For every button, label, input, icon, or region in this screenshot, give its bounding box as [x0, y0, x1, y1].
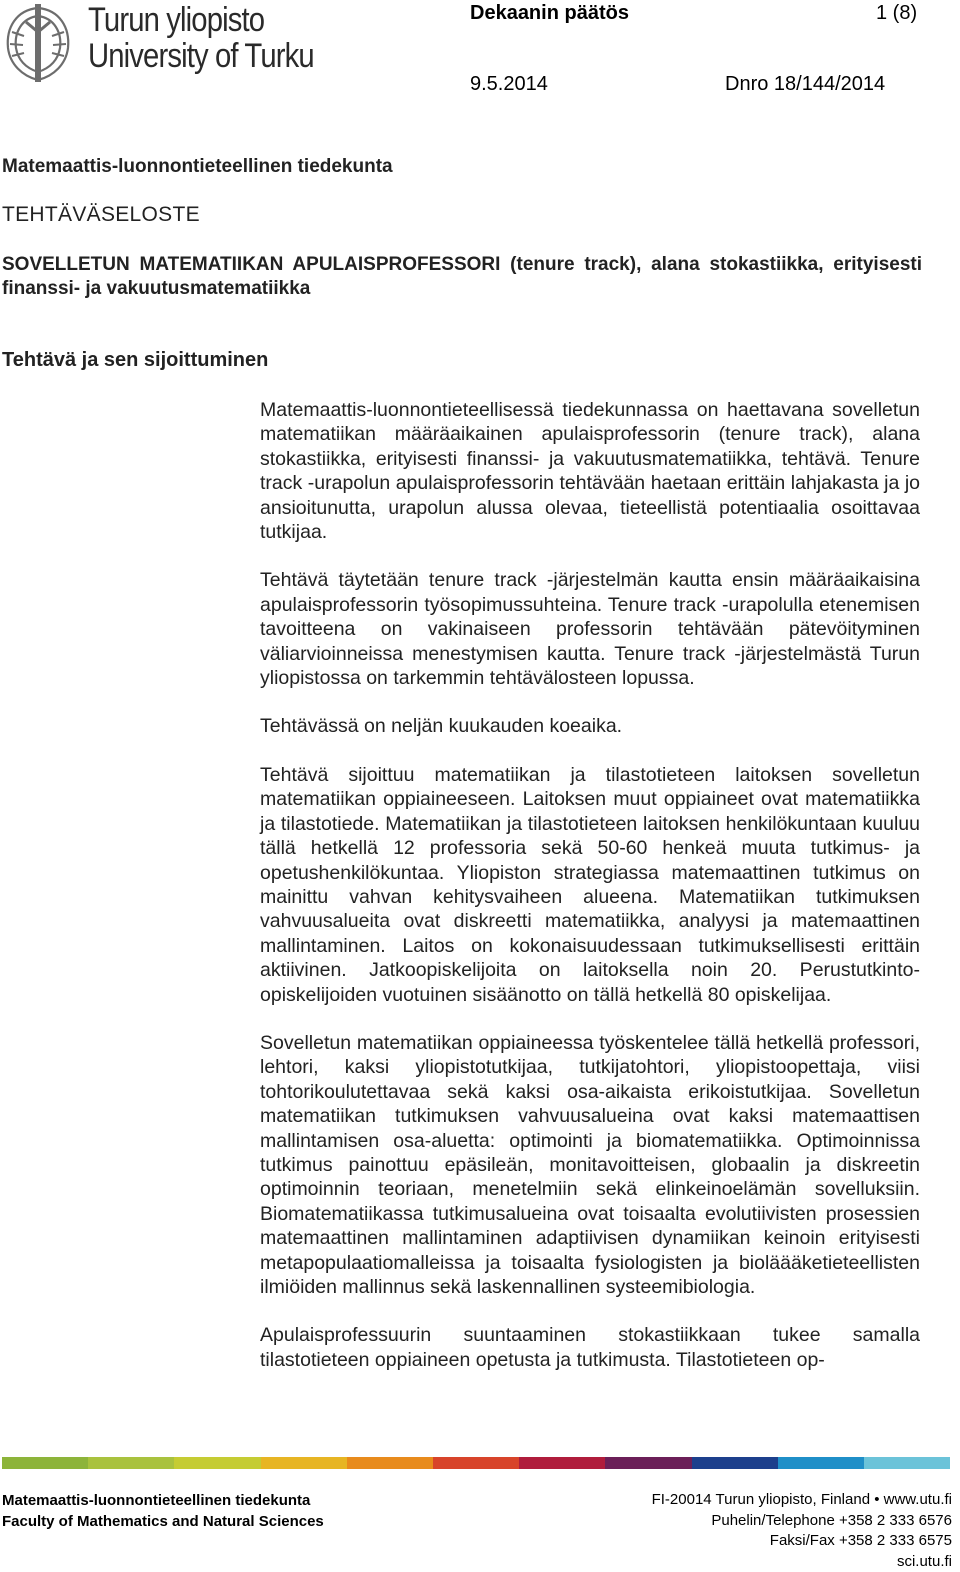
logo-line-finnish: Turun yliopisto [88, 2, 314, 38]
position-title: SOVELLETUN MATEMATIIKAN APULAISPROFESSORI (tenure track), alana stokastiikka, erityisesti finanssi- ja vakuutusmatematiikka [2, 253, 922, 301]
university-logo-wordmark [88, 2, 314, 74]
paragraph: Tehtävässä on neljän kuukauden koeaika. [260, 714, 920, 738]
footer-faculty-finnish: Matemaattis-luonnontieteellinen tiedekunta [2, 1490, 324, 1511]
page-number: 1 (8) [876, 2, 917, 25]
footer-color-segment [864, 1457, 950, 1469]
paragraph: Apulaisprofessuurin suuntaaminen stokastiikkaan tukee samalla tilastotieteen oppiaineen opetusta ja tutkimusta. Tilastotieteen op- [260, 1323, 920, 1372]
footer-website: sci.utu.fi [652, 1552, 952, 1572]
body-text [260, 398, 920, 1396]
logo-line-english: University of Turku [88, 38, 314, 74]
document-title: TEHTÄVÄSELOSTE [2, 203, 200, 227]
footer-color-segment [88, 1457, 174, 1469]
university-seal-icon [2, 2, 74, 84]
footer-faculty [2, 1490, 324, 1532]
footer-color-segment [692, 1457, 778, 1469]
document-reference-number: Dnro 18/144/2014 [725, 73, 885, 96]
section-heading: Tehtävä ja sen sijoittuminen [2, 349, 268, 372]
footer-faculty-english: Faculty of Mathematics and Natural Sciences [2, 1511, 324, 1532]
footer-color-segment [519, 1457, 605, 1469]
footer-fax: Faksi/Fax +358 2 333 6575 [652, 1531, 952, 1552]
footer-color-segment [174, 1457, 260, 1469]
footer-telephone: Puhelin/Telephone +358 2 333 6576 [652, 1511, 952, 1532]
footer-contact [652, 1490, 952, 1572]
paragraph: Tehtävä täytetään tenure track -järjestelmän kautta ensin määräaikaisina apulaisprofessorin työsopimussuhteina. Tenure track -urapolulla etenemisen tavoitteena on vakinaiseen professorin tehtävään pätevöityminen väliarvioinneissa menestymisen kautta. Tenure track -järjestelmästä Turun yliopistossa on tarkemmin tehtävälosteen lopussa. [260, 568, 920, 690]
footer-color-bar [2, 1457, 950, 1469]
footer-color-segment [347, 1457, 433, 1469]
document-date: 9.5.2014 [470, 73, 548, 96]
footer-color-segment [261, 1457, 347, 1469]
document-type: Dekaanin päätös [470, 2, 629, 25]
footer-color-segment [605, 1457, 691, 1469]
faculty-name: Matemaattis-luonnontieteellinen tiedekunta [2, 156, 393, 178]
footer-address: FI-20014 Turun yliopisto, Finland • www.utu.fi [652, 1490, 952, 1511]
paragraph: Sovelletun matematiikan oppiaineessa työskentelee tällä hetkellä professori, lehtori, kaksi yliopistotutkijaa, tutkijatohtori, yliopistoopettaja, viisi tohtorikoulutettavaa sekä kaksi osa-aikaista erikoistutkijaa. Sovelletun matematiikan tutkimuksen vahvuusalueina ovat kaksi matemaattisen mallintamisen osa-aluetta: optimointi ja biomatematiikka. Optimoinnissa tutkimus painottuu epäsileän, monitavoitteisen, globaalin ja diskreetin optimoinnin teoriaan, menetelmiin sekä elinkeinoelämän sovelluksiin. Biomatematiikassa tutkimusalueina ovat toisaalta evolutiivisten prosessien matemaattinen mallintaminen adaptiivisen dynamiikan keinoin erityisesti metapopulaatiomalleissa ja toisaalta fysiologisten ja bioläääketieteellisten ilmiöiden mallinnus sekä laskennallinen systeemibiologia. [260, 1031, 920, 1299]
footer-color-segment [433, 1457, 519, 1469]
paragraph: Matemaattis-luonnontieteellisessä tiedekunnassa on haettavana sovelletun matematiikan määräaikainen apulaisprofessorin (tenure track), alana stokastiikka, erityisesti finanssi- ja vakuutusmatematiikka, tehtävä. Tenure track -urapolun apulaisprofessorin tehtävään haetaan erittäin lahjakasta ja jo ansioitunutta, urapolun alussa olevaa, tieteellistä potentiaalia osoittavaa tutkijaa. [260, 398, 920, 544]
footer-color-segment [2, 1457, 88, 1469]
paragraph: Tehtävä sijoittuu matematiikan ja tilastotieteen laitoksen sovelletun matematiikan oppiaineeseen. Laitoksen muut oppiaineet ovat matematiikka ja tilastotiede. Matematiikan ja tilastotieteen laitoksen henkilökuntaan kuuluu tällä hetkellä 12 professoria sekä 50-60 henkeä muuta tutkimus- ja opetushenkilökuntaa. Yliopiston strategiassa matemaattinen tutkimus on mainittu vahvan kehitysvaiheen alueena. Matematiikan tutkimuksen vahvuusalueita ovat diskreetti matematiikka, analyysi ja matemaattinen mallintaminen. Laitos on kokonaisuudessaan tutkimuksellisesti erittäin aktiivinen. Jatkoopiskelijoita on laitoksella noin 20. Perustutkinto-opiskelijoiden vuotuinen sisäänotto on tällä hetkellä 80 opiskelijaa. [260, 763, 920, 1007]
footer-color-segment [778, 1457, 864, 1469]
